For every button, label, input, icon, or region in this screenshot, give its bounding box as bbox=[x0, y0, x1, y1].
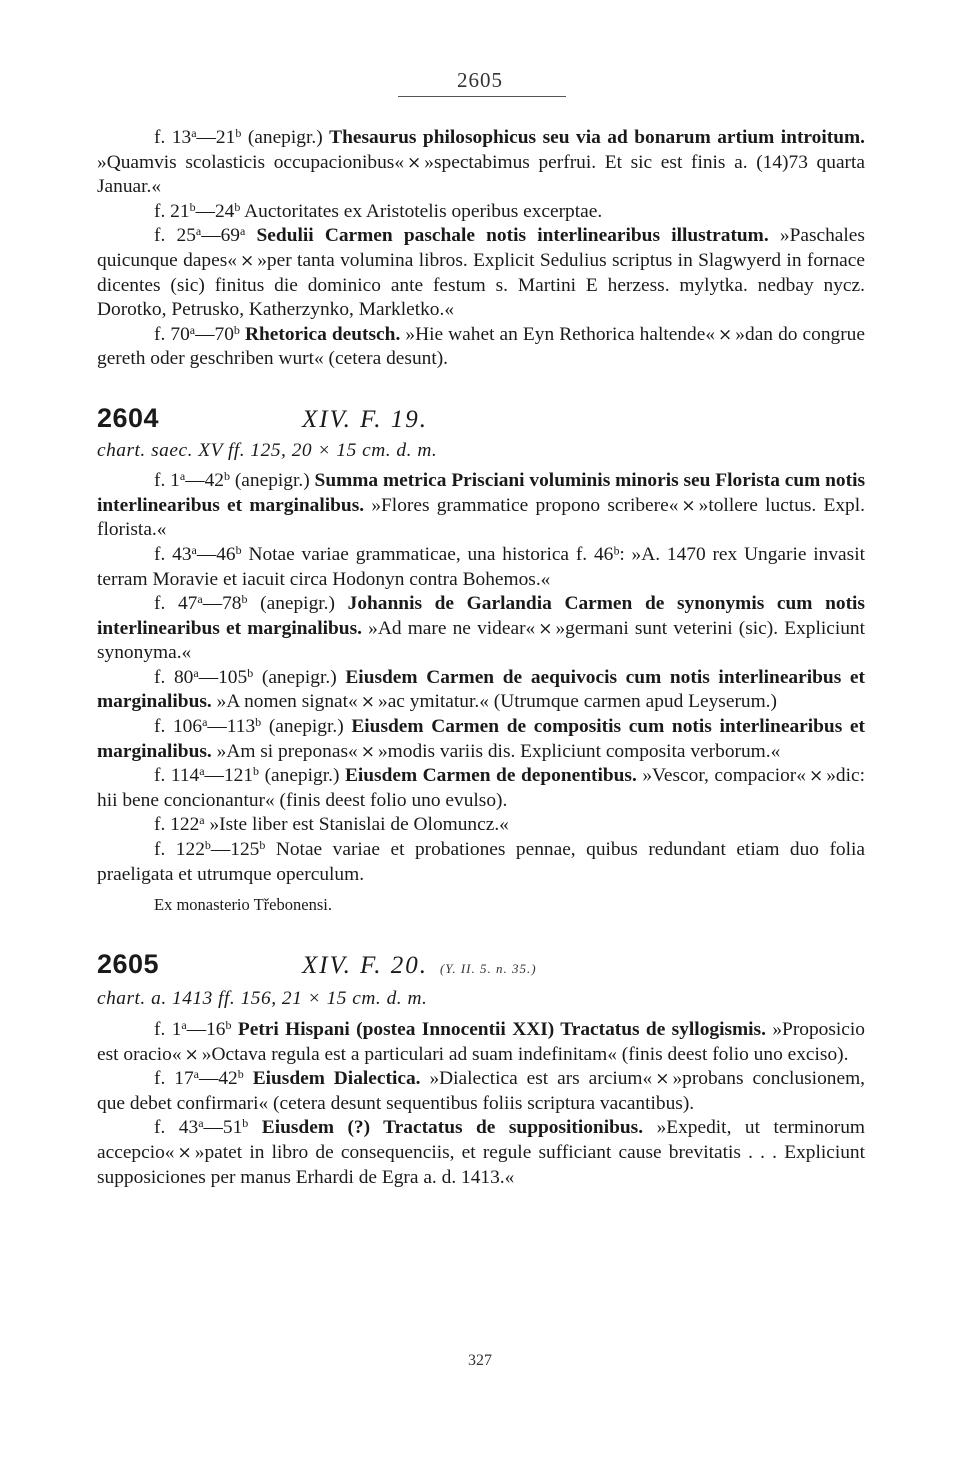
folio-start-side: a bbox=[195, 224, 202, 239]
incipit-explicit-cross: × bbox=[360, 692, 375, 713]
folio-start: 80 bbox=[173, 666, 194, 688]
folio-start-side: b bbox=[189, 199, 196, 214]
content-item bbox=[97, 1018, 865, 1067]
explicit: »patet in libro de consequenciis, et regule sufficiant cause brevitatis . . . Expliciunt supposiciones per manus Erhardi de Egra a. d. 1413.« bbox=[97, 1141, 865, 1188]
folio-end-side: b bbox=[235, 126, 242, 140]
anepigraph-note: (anepigr.) bbox=[260, 593, 335, 615]
range-dash: — bbox=[186, 1019, 207, 1040]
folio-end-side: b bbox=[233, 322, 240, 337]
folio-start-side: a bbox=[179, 469, 186, 484]
work-title: Sedulii Carmen paschale notis interlinearibus illustratum. bbox=[256, 225, 769, 247]
folio-end: 21 bbox=[215, 127, 236, 148]
work-title: Rhetorica deutsch. bbox=[244, 323, 401, 345]
range-dash: — bbox=[185, 470, 205, 492]
folio-start-side: a bbox=[191, 126, 197, 140]
content-item bbox=[97, 1116, 865, 1190]
explicit: »modis variis dis. Expliciunt composita verborum.« bbox=[377, 740, 781, 762]
folio-end-side: b bbox=[241, 592, 248, 607]
folio-end: 78 bbox=[222, 593, 242, 615]
item-text: Notae variae et probationes pennae, quibus redundant etiam duo folia praeligata et utrumque operculum. bbox=[97, 839, 865, 885]
folio-start: 43 bbox=[178, 1117, 199, 1139]
old-shelfmark: (Y. II. 5. n. 35.) bbox=[439, 960, 537, 976]
explicit: »tollere luctus. Expl. florista.« bbox=[97, 494, 865, 541]
folio-start-side: a bbox=[181, 1018, 187, 1032]
folio-start-side: a bbox=[189, 322, 196, 337]
folio-end-side: b bbox=[237, 1067, 244, 1082]
content-item bbox=[97, 543, 865, 592]
folio-end: 105 bbox=[218, 666, 248, 688]
folio-start-side: a bbox=[193, 1067, 199, 1082]
incipit: »Hie wahet an Eyn Rethorica haltende« bbox=[405, 323, 716, 345]
work-title: Eiusdem (?) Tractatus de suppositionibus. bbox=[261, 1117, 644, 1139]
explicit: »germani sunt veterini (sic). Expliciunt synonyma.« bbox=[97, 617, 866, 664]
incipit: »Am si preponas« bbox=[216, 740, 358, 762]
content-item bbox=[97, 715, 865, 764]
content-item bbox=[97, 224, 865, 322]
folio-start: 122 bbox=[170, 814, 200, 836]
folio-end-side: b bbox=[234, 199, 241, 214]
incipit: »Paschales quicunque dapes« bbox=[97, 225, 865, 271]
folio-end: 125 bbox=[230, 839, 260, 861]
incipit: »Vescor, compacior« bbox=[642, 765, 806, 787]
range-dash: — bbox=[203, 1117, 223, 1139]
range-dash: — bbox=[210, 839, 231, 861]
content-item bbox=[97, 666, 865, 715]
folio-end: 24 bbox=[214, 200, 235, 222]
folio-number: 327 bbox=[468, 1352, 492, 1369]
explicit: »ac ymitatur.« (Utrumque carmen apud Leyserum.) bbox=[378, 691, 777, 713]
incipit-explicit-cross: × bbox=[681, 495, 696, 516]
incipit: »Expedit, ut terminorum accepcio« bbox=[97, 1117, 865, 1163]
folio-start: 25 bbox=[176, 225, 196, 247]
incipit: »Flores grammatice propono scribere« bbox=[371, 494, 679, 516]
folio-start-side: a bbox=[191, 542, 197, 557]
content-item bbox=[97, 813, 865, 838]
folio-prefix: f. bbox=[154, 666, 166, 688]
anepigraph-note: (anepigr.) bbox=[264, 765, 340, 787]
explicit: »dic: hii bene concionantur« (finis deest folio uno evulso). bbox=[97, 765, 865, 811]
item-text: Auctoritates ex Aristotelis operibus excerptae. bbox=[244, 200, 603, 222]
folio-start-side: b bbox=[204, 838, 211, 853]
folio-start-side: a bbox=[197, 592, 203, 607]
folio-end-side: b bbox=[247, 665, 254, 680]
incipit: »Proposicio est oracio« bbox=[97, 1019, 865, 1065]
folio-prefix: f. bbox=[154, 839, 166, 861]
folio-start: 47 bbox=[177, 593, 198, 615]
work-title: Eiusdem Carmen de compositis cum notis interlinearibus et marginalibus. bbox=[97, 716, 865, 762]
incipit: »Dialectica est ars arcium« bbox=[429, 1068, 653, 1090]
folio-prefix: f. bbox=[154, 323, 166, 345]
folio-end: 51 bbox=[222, 1117, 243, 1139]
content-item bbox=[97, 838, 865, 887]
folio-prefix: f. bbox=[154, 470, 166, 492]
incipit-explicit-cross: × bbox=[407, 152, 422, 173]
item-text: »Iste liber est Stanislai de Olomuncz.« bbox=[209, 814, 509, 836]
folio-prefix: f. bbox=[154, 200, 166, 222]
folio-prefix: f. bbox=[154, 765, 166, 787]
manuscript-number: 2604 bbox=[97, 402, 160, 433]
work-title: Eiusdem Carmen de aequivocis cum notis interlinearibus et marginalibus. bbox=[97, 666, 865, 713]
range-dash: — bbox=[198, 1068, 219, 1090]
folio-end: 70 bbox=[214, 323, 234, 345]
folio-prefix: f. bbox=[154, 543, 166, 565]
manuscript-number: 2605 bbox=[97, 948, 160, 979]
catalogue-body bbox=[97, 126, 865, 1190]
incipit-explicit-cross: × bbox=[808, 766, 824, 787]
running-head-page-number: 2605 bbox=[457, 68, 503, 92]
explicit: »per tanta volumina libros. Explicit Sedulius scriptus in Slagwyerd in fornace dicentes (sic) finitus die dominico ante festum s. Martini E herzess. mylytka. nedbay nycz. Dorotko, Petrusko, Katherzynko, Markletko.« bbox=[97, 249, 865, 321]
provenance: Ex monasterio Třebonensi. bbox=[154, 895, 332, 915]
range-dash: — bbox=[201, 225, 221, 247]
folio-end-side: b bbox=[242, 1116, 249, 1131]
folio-start: 114 bbox=[170, 765, 200, 787]
incipit-explicit-cross: × bbox=[177, 1142, 192, 1163]
content-item bbox=[97, 126, 865, 200]
incipit-explicit-cross: × bbox=[184, 1044, 199, 1065]
content-item bbox=[97, 200, 865, 225]
shelfmark: XIV. F. 19. bbox=[302, 405, 428, 433]
incipit: »A nomen signat« bbox=[216, 691, 358, 713]
incipit-explicit-cross: × bbox=[239, 250, 255, 271]
folio-start-side: a bbox=[193, 665, 199, 680]
anepigraph-note: (anepigr.) bbox=[247, 127, 323, 148]
folio-start: 13 bbox=[171, 127, 192, 148]
folio-end: 46 bbox=[216, 543, 236, 565]
incipit: »Ad mare ne videar« bbox=[368, 617, 536, 639]
range-dash: — bbox=[204, 765, 224, 787]
range-dash: — bbox=[202, 593, 223, 615]
folio-end-side: b bbox=[255, 715, 262, 730]
explicit: »probans conclusionem, que debet confirmari« (cetera desunt sequentibus foliis scriptura vacantibus). bbox=[97, 1068, 865, 1114]
folio-end-side: a bbox=[240, 224, 246, 239]
folio-start-side: a bbox=[199, 764, 205, 779]
work-title: Thesaurus philosophicus seu via ad bonarum artium introitum. bbox=[329, 127, 865, 148]
folio-prefix: f. bbox=[154, 1019, 166, 1040]
range-dash: — bbox=[195, 323, 215, 345]
incipit-explicit-cross: × bbox=[360, 741, 375, 762]
folio-start-side: a bbox=[202, 715, 208, 730]
folio-end: 113 bbox=[226, 716, 256, 738]
manuscript-heading bbox=[97, 402, 865, 433]
folio-start: 43 bbox=[172, 543, 192, 565]
folio-start: 70 bbox=[170, 323, 190, 345]
item-text: Notae variae grammaticae, una historica f. 46ᵇ: »A. 1470 rex Ungarie invasit terram Moravie et iacuit circa Hodonyn contra Bohemos.« bbox=[97, 543, 865, 590]
incipit: »Quamvis scolasticis occupacionibus« bbox=[97, 151, 405, 173]
explicit: »Octava regula est a particulari ad suam indefinitam« (finis deest folio uno exciso). bbox=[201, 1043, 849, 1065]
content-item bbox=[97, 1067, 865, 1116]
folio-end-side: b bbox=[259, 838, 266, 853]
folio-start: 1 bbox=[170, 470, 180, 492]
manuscript-heading bbox=[97, 948, 865, 982]
content-item bbox=[97, 764, 865, 813]
folio-end: 69 bbox=[220, 225, 240, 247]
folio-start-side: a bbox=[199, 813, 205, 828]
work-title: Johannis de Garlandia Carmen de synonymis cum notis interlinearibus et marginalibus. bbox=[97, 593, 865, 639]
work-title: Petri Hispani (postea Innocentii XXI) Tractatus de syllogismis. bbox=[237, 1019, 766, 1040]
physical-description: chart. saec. XV ff. 125, 20 × 15 cm. d. m. bbox=[97, 439, 438, 461]
folio-end: 42 bbox=[218, 1068, 238, 1090]
range-dash: — bbox=[195, 200, 215, 222]
folio-prefix: f. bbox=[154, 814, 166, 836]
folio-end: 16 bbox=[206, 1019, 226, 1040]
folio-start: 106 bbox=[172, 716, 203, 738]
range-dash: — bbox=[196, 127, 216, 148]
explicit: »spectabimus perfrui. Et sic est finis a. (14)73 quarta Januar.« bbox=[97, 151, 865, 198]
explicit: »dan do congrue gereth oder geschriben wurt« (cetera desunt). bbox=[97, 323, 865, 370]
folio-prefix: f. bbox=[154, 127, 166, 148]
work-title: Summa metrica Prisciani voluminis minoris seu Florista cum notis interlinearibus et marginalibus. bbox=[97, 470, 866, 516]
incipit-explicit-cross: × bbox=[718, 324, 733, 345]
anepigraph-note: (anepigr.) bbox=[261, 666, 337, 688]
folio-end-side: b bbox=[225, 1018, 232, 1032]
physical-description: chart. a. 1413 ff. 156, 21 × 15 cm. d. m. bbox=[97, 988, 428, 1010]
folio-end-side: b bbox=[223, 469, 230, 484]
incipit-explicit-cross: × bbox=[538, 618, 553, 639]
folio-end-side: b bbox=[253, 764, 260, 779]
content-item bbox=[97, 469, 865, 543]
folio-end-side: b bbox=[235, 542, 242, 557]
shelfmark: XIV. F. 20. bbox=[302, 951, 428, 979]
content-item bbox=[97, 323, 865, 372]
anepigraph-note: (anepigr.) bbox=[268, 716, 344, 738]
folio-start-side: a bbox=[198, 1116, 204, 1131]
folio-prefix: f. bbox=[154, 716, 166, 738]
folio-end: 42 bbox=[204, 470, 224, 492]
folio-end: 121 bbox=[223, 765, 254, 787]
anepigraph-note: (anepigr.) bbox=[234, 470, 310, 492]
incipit-explicit-cross: × bbox=[655, 1069, 670, 1090]
work-title: Eiusdem Carmen de deponentibus. bbox=[344, 765, 637, 787]
work-title: Eiusdem Dialectica. bbox=[252, 1068, 421, 1090]
folio-prefix: f. bbox=[154, 1117, 166, 1139]
range-dash: — bbox=[198, 666, 219, 688]
folio-prefix: f. bbox=[154, 1068, 166, 1090]
header-rule bbox=[398, 96, 566, 97]
range-dash: — bbox=[207, 716, 227, 738]
range-dash: — bbox=[196, 543, 217, 565]
folio-start: 1 bbox=[171, 1019, 182, 1040]
folio-start: 21 bbox=[170, 200, 190, 222]
folio-start: 122 bbox=[175, 839, 205, 861]
content-item bbox=[97, 592, 865, 666]
folio-prefix: f. bbox=[154, 593, 166, 615]
folio-start: 17 bbox=[174, 1068, 194, 1090]
folio-prefix: f. bbox=[154, 225, 166, 247]
